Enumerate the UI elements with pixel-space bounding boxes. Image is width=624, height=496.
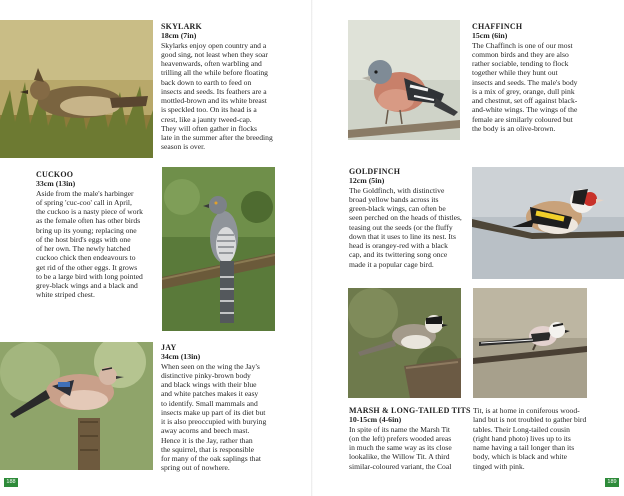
- jay-line: the squirrel, that is responsible: [161, 444, 255, 454]
- jay-entry: [161, 343, 307, 473]
- chaffinch-line: The Chaffinch is one of our most: [472, 40, 573, 50]
- tits-line: (on the left) prefers wooded areas: [349, 433, 452, 443]
- cuckoo-size: 33cm (13in): [36, 179, 76, 189]
- tits-line: name having a tail longer than its: [473, 443, 575, 452]
- tits-size: 10-15cm (4-6in): [349, 415, 402, 425]
- jay-photo: [0, 342, 153, 470]
- tits-line: body, which is black and white: [473, 452, 567, 462]
- goldfinch-name: GOLDFINCH: [349, 167, 401, 176]
- skylark-line: heavenwards, often warbling and: [161, 59, 262, 68]
- chaffinch-line: and chestnut, set off against black-: [472, 96, 578, 105]
- chaffinch-line: is a mix of grey, orange, dull pink: [472, 86, 575, 96]
- tits-name: MARSH & LONG-TAILED TITS: [349, 406, 471, 415]
- chaffinch-name: CHAFFINCH: [472, 22, 523, 31]
- cuckoo-line: bring up its young; replacing one: [36, 225, 137, 235]
- cuckoo-photo: [162, 167, 275, 331]
- jay-line: it is also preoccupied with burying: [161, 417, 267, 426]
- goldfinch-entry: [349, 167, 474, 269]
- tits-entry: [349, 406, 477, 471]
- chaffinch-line: together while they hunt out: [472, 68, 558, 78]
- long-tailed-tit-photo: [473, 288, 587, 398]
- skylark-line: Skylarks enjoy open country and a: [161, 40, 267, 50]
- tits-line: similar-coloured variant, the Coal: [349, 461, 452, 471]
- cuckoo-line: white striped chest.: [36, 290, 95, 300]
- tits-line: lookalike, the Willow Tit. A third: [349, 452, 450, 462]
- chaffinch-line: insects and seeds. The male's body: [472, 77, 578, 87]
- cuckoo-line: Aside from the male's harbinger: [36, 188, 134, 198]
- marsh-tit-photo: [348, 288, 461, 398]
- skylark-entry: [161, 22, 306, 152]
- chaffinch-photo: [348, 20, 460, 140]
- goldfinch-size: 12cm (5in): [349, 176, 385, 186]
- jay-line: to identify. Small mammals and: [161, 398, 258, 408]
- page-number-left: 188: [4, 478, 18, 487]
- goldfinch-line: seen perched on the heads of thistles,: [349, 213, 462, 223]
- jay-line: and white patches makes it easy: [161, 389, 259, 399]
- tits-entry-continued: [473, 406, 615, 471]
- jay-line: Hence it is the Jay, rather than: [161, 435, 253, 445]
- chaffinch-line: rather sociable, tending to flock: [472, 59, 569, 68]
- tits-line: Tit, is at home in coniferous wood-: [473, 406, 580, 415]
- jay-line: for many of the oak saplings that: [161, 454, 261, 463]
- chaffinch-line: female are similarly coloured but: [472, 114, 573, 124]
- goldfinch-line: cap, and its twittering song once: [349, 250, 448, 260]
- jay-size: 34cm (13in): [161, 352, 201, 362]
- jay-line: spring out of nowhere.: [161, 463, 230, 473]
- goldfinch-line: down that it uses to line its nest. Its: [349, 231, 456, 241]
- jay-line: When seen on the wing the Jay's: [161, 361, 260, 371]
- skylark-line: mottled-brown and its white breast: [161, 96, 267, 105]
- goldfinch-line: green-black wings, can often be: [349, 204, 446, 213]
- jay-line: and black wings with their blue: [161, 380, 257, 389]
- tits-line: (right hand photo) lives up to its: [473, 433, 571, 443]
- tits-line: land but is not troubled to gather bird: [473, 415, 587, 425]
- skylark-line: insects and seeds. Its feathers are a: [161, 86, 267, 96]
- chaffinch-entry: [472, 22, 622, 133]
- cuckoo-line: of the host bird's eggs with one: [36, 234, 131, 244]
- chaffinch-line: common birds and they are also: [472, 49, 569, 59]
- skylark-line: is speckled too. On its head is a: [161, 105, 257, 115]
- cuckoo-line: the cuckoo is a nasty piece of work: [36, 207, 143, 216]
- cuckoo-line: as the female often has other birds: [36, 216, 141, 226]
- cuckoo-line: of her own. The newly hatched: [36, 244, 131, 253]
- skylark-line: good sing, not least when they soar: [161, 49, 268, 59]
- goldfinch-line: head is orangey-red with a black: [349, 241, 448, 250]
- tits-line: In spite of its name the Marsh Tit: [349, 424, 451, 434]
- cuckoo-name: CUCKOO: [36, 170, 74, 179]
- tits-line: tinged with pink.: [473, 461, 525, 471]
- skylark-line: trilling all the while before floating: [161, 68, 268, 78]
- skylark-photo: [0, 20, 153, 158]
- jay-line: insects make up part of its diet but: [161, 407, 266, 417]
- tits-line: tables. Their Long-tailed cousin: [473, 424, 570, 434]
- skylark-line: late in the summer after the breeding: [161, 133, 273, 142]
- skylark-size: 18cm (7in): [161, 31, 197, 41]
- skylark-name: SKYLARK: [161, 22, 202, 31]
- chaffinch-size: 15cm (6in): [472, 31, 508, 41]
- skylark-line: They will often gather in flocks: [161, 123, 257, 133]
- page-number-right: 189: [605, 478, 619, 487]
- jay-line: distinctive pinky-brown body: [161, 370, 251, 380]
- chaffinch-line: the body is an olive-brown.: [472, 123, 556, 133]
- goldfinch-photo: [472, 167, 624, 279]
- skylark-line: season is over.: [161, 142, 206, 152]
- tits-line: in much the same way as its close: [349, 443, 452, 452]
- cuckoo-line: cuckoo chick then endeavours to: [36, 253, 136, 263]
- right-page: [312, 0, 624, 496]
- skylark-line: crest, like a jaunty tweed-cap.: [161, 114, 252, 124]
- goldfinch-line: teasing out the seeds (or the fluffy: [349, 222, 453, 232]
- cuckoo-line: to be a large bird with long pointed: [36, 271, 143, 281]
- goldfinch-line: made it a popular cage bird.: [349, 259, 434, 269]
- jay-line: away acorns and beech mast.: [161, 426, 250, 436]
- jay-name: JAY: [161, 343, 177, 352]
- goldfinch-line: broad yellow bands across its: [349, 194, 439, 204]
- goldfinch-line: The Goldfinch, with distinctive: [349, 185, 445, 195]
- skylark-line: back down to earth to feed on: [161, 77, 252, 87]
- cuckoo-line: of spring 'cuc-coo' call in April,: [36, 197, 132, 207]
- chaffinch-line: and-white wings. The wings of the: [472, 105, 578, 115]
- cuckoo-line: get rid of the other eggs. It grows: [36, 262, 138, 272]
- cuckoo-line: grey-black wings and a black and: [36, 281, 138, 290]
- cuckoo-entry: [36, 170, 158, 300]
